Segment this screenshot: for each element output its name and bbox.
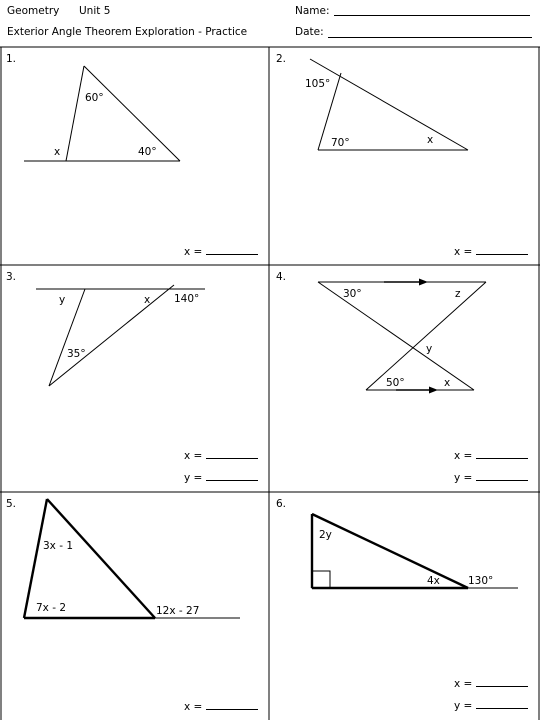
problem-6-label-exterior: 130° — [468, 575, 494, 587]
problem-5-figure — [24, 499, 240, 618]
worksheet-title: Exterior Angle Theorem Exploration - Practice — [7, 26, 248, 38]
problem-4-label-z: z — [455, 288, 461, 300]
problem-3-answer-y[interactable] — [184, 471, 258, 484]
problem-2-label-bottom-left: 70° — [331, 137, 350, 149]
problem-6-answer-x[interactable] — [454, 677, 528, 690]
answer-label: x = — [184, 701, 203, 713]
answer-blank[interactable] — [476, 699, 528, 709]
problem-2-answer-x[interactable] — [454, 245, 528, 258]
date-label: Date: — [295, 26, 324, 38]
problem-6-figure — [312, 514, 518, 588]
problem-6-answer-y[interactable] — [454, 699, 528, 712]
answer-label: x = — [184, 450, 203, 462]
problem-2-label-exterior: 105° — [305, 78, 331, 90]
unit-label: Unit 5 — [79, 5, 111, 17]
problem-1-answer-x[interactable] — [184, 245, 258, 258]
problem-1-label-top: 60° — [85, 92, 104, 104]
problem-6-label-top: 2y — [319, 529, 332, 541]
answer-label: y = — [184, 472, 203, 484]
problem-3-answer-x[interactable] — [184, 449, 258, 462]
answer-blank[interactable] — [206, 471, 258, 481]
answer-label: x = — [454, 246, 473, 258]
name-label: Name: — [295, 5, 330, 17]
problem-1-label-right: 40° — [138, 146, 157, 158]
problem-2-figure — [305, 59, 468, 150]
answer-label: x = — [454, 678, 473, 690]
answer-label: y = — [454, 472, 473, 484]
answer-blank[interactable] — [476, 471, 528, 481]
answer-blank[interactable] — [476, 245, 528, 255]
problem-3-label-exterior: 140° — [174, 293, 200, 305]
answer-blank[interactable] — [206, 245, 258, 255]
problem-6-number: 6. — [276, 498, 287, 510]
problem-2-number: 2. — [276, 53, 287, 65]
problem-1-number: 1. — [6, 53, 17, 65]
problem-5-label-exterior: 12x - 27 — [156, 605, 200, 617]
answer-blank[interactable] — [476, 449, 528, 459]
answer-blank[interactable] — [476, 677, 528, 687]
problem-3-label-y: y — [59, 294, 66, 306]
problem-4-label-y: y — [426, 343, 433, 355]
problem-2-label-x: x — [427, 134, 434, 146]
problem-5-number: 5. — [6, 498, 17, 510]
problem-4-label-top-left: 30° — [343, 288, 362, 300]
answer-label: y = — [454, 700, 473, 712]
problem-3-label-bottom: 35° — [67, 348, 86, 360]
answer-blank[interactable] — [206, 449, 258, 459]
answer-label: x = — [184, 246, 203, 258]
problem-4-number: 4. — [276, 271, 287, 283]
problem-5-label-top: 3x - 1 — [43, 540, 74, 552]
problem-1-label-x: x — [54, 146, 61, 158]
problem-4-figure — [318, 279, 486, 394]
problem-4-answer-x[interactable] — [454, 449, 528, 462]
problem-4-label-x: x — [444, 377, 451, 389]
problem-3-label-x: x — [144, 294, 151, 306]
problem-5-answer-x[interactable] — [184, 700, 258, 713]
problem-1-figure — [24, 66, 180, 161]
problem-3-figure — [36, 285, 205, 386]
answer-label: x = — [454, 450, 473, 462]
problem-4-label-bottom-left: 50° — [386, 377, 405, 389]
problem-3-number: 3. — [6, 271, 17, 283]
course-label: Geometry — [7, 5, 60, 17]
problem-4-answer-y[interactable] — [454, 471, 528, 484]
problem-5-label-bottom-left: 7x - 2 — [36, 602, 67, 614]
problem-6-label-bottom-right: 4x — [427, 575, 440, 587]
answer-blank[interactable] — [206, 700, 258, 710]
